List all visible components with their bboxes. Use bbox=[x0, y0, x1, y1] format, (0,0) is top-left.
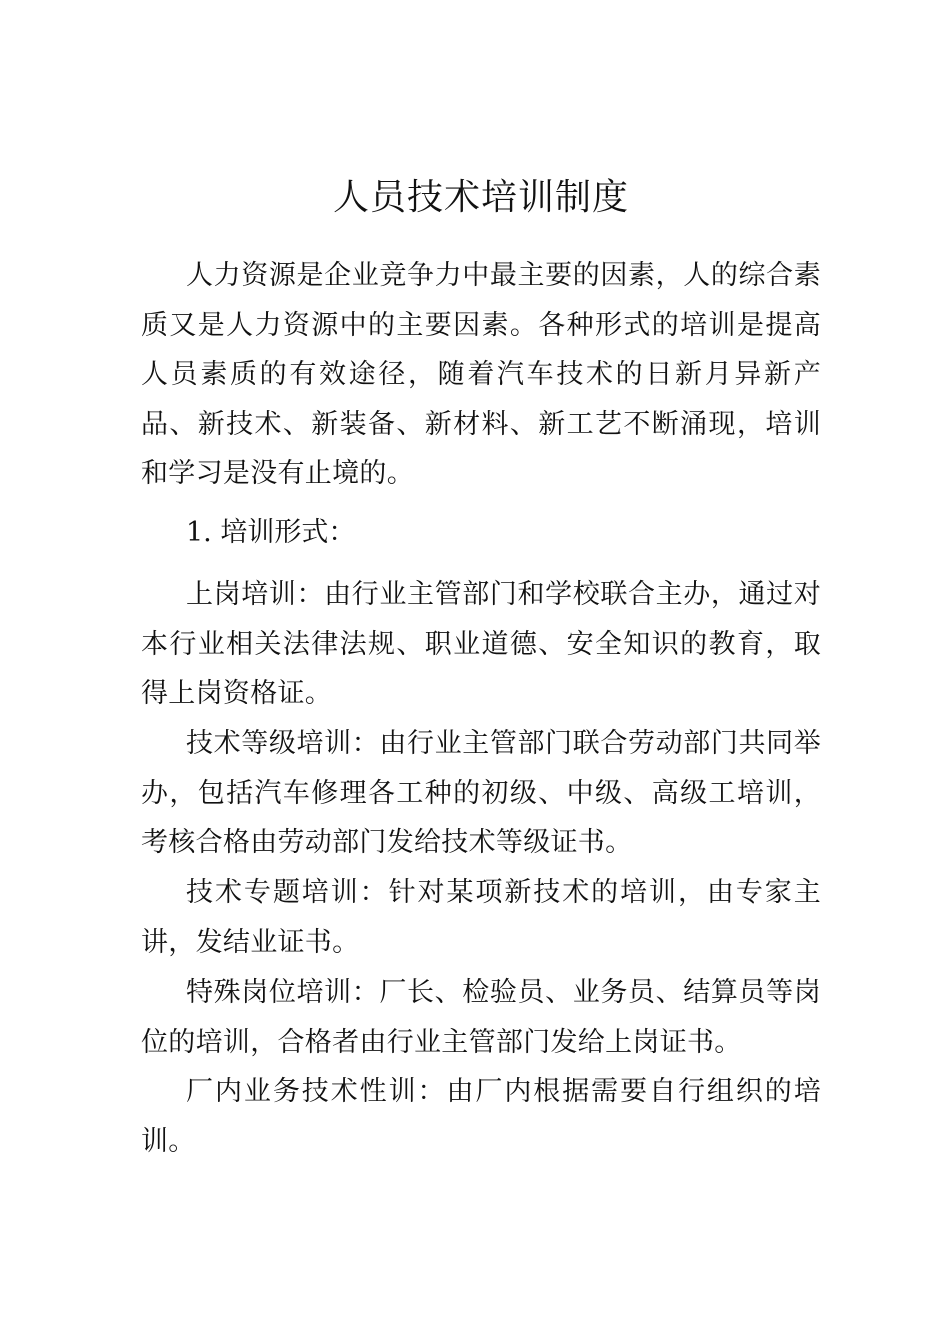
intro-paragraph: 人力资源是企业竞争力中最主要的因素，人的综合素质又是人力资源中的主要因素。各种形式的培训是提高人员素质的有效途径，随着汽车技术的日新月异新产品、新技术、新装备、新材料、新工艺不断涌现，培训和学习是没有止境的。 bbox=[141, 260, 821, 489]
item-in-house-training: 厂内业务技术性训：由厂内根据需要自行组织的培训。 bbox=[141, 1076, 821, 1157]
item-onboarding-training: 上岗培训：由行业主管部门和学校联合主办，通过对本行业相关法律法规、职业道德、安全知识的教育，取得上岗资格证。 bbox=[141, 579, 821, 709]
item-special-position-training: 特殊岗位培训：厂长、检验员、业务员、结算员等岗位的培训，合格者由行业主管部门发给上岗证书。 bbox=[141, 977, 821, 1058]
item-skill-level-training: 技术等级培训：由行业主管部门联合劳动部门共同举办，包括汽车修理各工种的初级、中级、高级工培训，考核合格由劳动部门发给技术等级证书。 bbox=[141, 728, 821, 858]
section-heading: 1. 培训形式： bbox=[186, 517, 356, 548]
item-special-topic-training: 技术专题培训：针对某项新技术的培训，由专家主讲，发结业证书。 bbox=[141, 877, 821, 958]
document-title: 人员技术培训制度 bbox=[332, 177, 629, 218]
